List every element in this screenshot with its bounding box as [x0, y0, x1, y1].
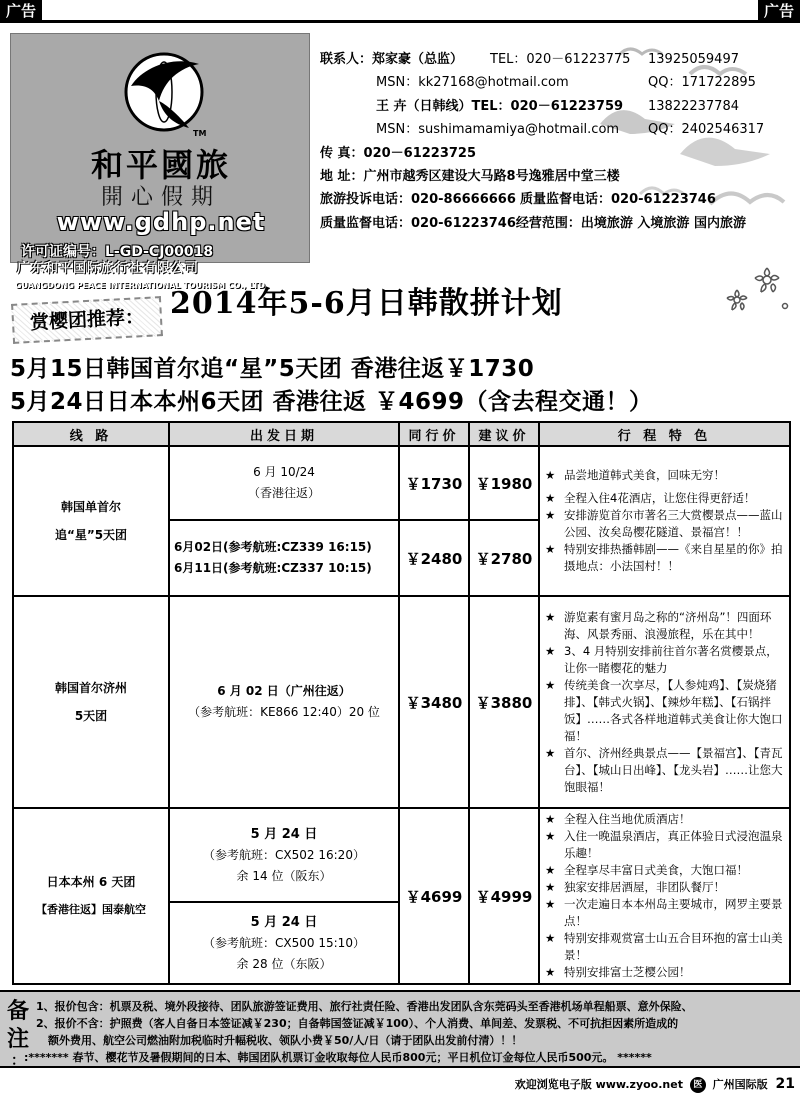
date-line: 6月11日(参考航班:CZ337 10:15) [174, 561, 372, 575]
date-line: 余 14 位（阪东） [236, 868, 332, 883]
date-cell [169, 596, 399, 808]
date-line: （香港往返） [247, 486, 320, 500]
headline-korea: 5月15日韩国首尔追“星”5天团 香港往返￥1730 [10, 356, 535, 382]
ad-tag-left: 广告 [0, 0, 42, 22]
publication-logo-icon: 医 [690, 1077, 706, 1093]
feature-item: ★ 3、4 月特别安排前往首尔著名赏樱景点，让你一睹樱花的魅力 [545, 643, 778, 675]
suggested-price-cell: ￥4999 [469, 808, 539, 984]
page-number: 21 [775, 1076, 795, 1092]
contact-row-3 [320, 95, 795, 118]
contact-row-4 [320, 118, 795, 141]
contact-row-complaint [320, 188, 795, 211]
star-icon: ★ [545, 965, 556, 979]
feature-item: ★ 全程入住当地优质酒店！ [545, 812, 691, 826]
date-line: 5 月 24 日 [250, 826, 318, 842]
features-cell [539, 446, 790, 596]
contact-mobile-2: 13822237784 [648, 98, 739, 114]
date-line: 余 28 位（东阪） [236, 956, 332, 971]
route-line: 5天团 [74, 709, 108, 723]
header-date: 出发日期 [169, 422, 399, 446]
features-cell [539, 596, 790, 808]
feature-item: ★ 安排游览首尔市著名三大赏樱景点——蓝山公园、汝矣岛樱花隧道、景福宫！！ [545, 508, 783, 539]
peer-price-cell: ￥4699 [399, 808, 469, 984]
star-icon: ★ [545, 863, 556, 877]
header-features: 行 程 特 色 [539, 422, 790, 446]
date-line: （参考航班：CX502 16:20） [203, 847, 365, 862]
trademark-mark: TM [193, 129, 207, 138]
company-logo-block [10, 33, 310, 290]
headline-japan: 5月24日日本本州6天团 香港往返 ￥4699（含去程交通！） [10, 389, 653, 415]
feature-item: ★ 首尔、济州经典景点——【景福宫】、【青瓦台】、【城山日出峰】、【龙头岩】……让您大饱眼福！ [545, 745, 783, 794]
date-cell [169, 902, 399, 984]
date-line: 6 月 10/24 [253, 465, 315, 479]
top-divider [0, 20, 800, 23]
contact-person-2: 王 卉（日韩线）TEL：020－61223759 [376, 98, 624, 114]
contact-qq: QQ：171722895 [648, 75, 756, 91]
header-route: 线 路 [13, 422, 169, 446]
star-icon: ★ [545, 508, 556, 522]
feature-item: ★ 特别安排富士芝樱公园！ [545, 965, 691, 979]
star-icon: ★ [545, 643, 556, 658]
date-line: （参考航班：KE866 12:40）20 位 [188, 705, 380, 719]
logo-website[interactable]: www.gdhp.net [56, 208, 266, 236]
address: 地 址：广州市越秀区建设大马路8号逸雅居中堂三楼 [320, 168, 620, 184]
note-line: 额外费用、航空公司燃油附加税临时升幅税收、领队小费￥50/人/日（请于团队出发前付清）！！ [48, 1034, 523, 1047]
notes-label-char: 注 [6, 1027, 29, 1052]
star-icon: ★ [545, 829, 556, 843]
notes-label-char: 备 [6, 999, 29, 1024]
company-name: 广东和平国际旅行社有限公司 [17, 261, 200, 276]
itinerary-table [12, 421, 791, 985]
star-icon: ★ [545, 609, 556, 624]
route-line: 韩国首尔济州 [54, 681, 127, 695]
peer-price-cell: ￥3480 [399, 596, 469, 808]
quality-phone: 质量监督电话：020-61223746 [520, 192, 716, 208]
route-line: 【香港往返】国泰航空 [36, 903, 146, 916]
contact-tel: TEL：020－61223775 [490, 52, 631, 67]
feature-item: ★ 特别安排热播韩剧——《来自星星的你》拍摄地点：小法国村！！ [545, 542, 783, 573]
contact-row-fax [320, 142, 795, 165]
table-row [13, 808, 790, 902]
contact-person: 联系人：郑家豪（总监） [320, 52, 464, 67]
table-row [13, 446, 790, 520]
complaint-phone: 旅游投诉电话：020-86666666 [320, 192, 516, 208]
route-cell [13, 808, 169, 984]
license-number: 许可证编号：L-GD-CJ00018 [21, 244, 214, 260]
suggested-price-cell: ￥1980 [469, 446, 539, 520]
table-header-row [13, 422, 790, 446]
feature-item: ★ 入住一晚温泉酒店，真正体验日式浸泡温泉乐趣！ [545, 829, 783, 860]
note-line: 2、报价不含：护照费（客人自备日本签证减￥230；自备韩国签证减￥100）、个人消费、单间差、发票税、不可抗拒因素所造成的 [36, 1017, 679, 1030]
contact-msn-2: MSN：sushimamamiya@hotmail.com [376, 122, 620, 138]
star-icon: ★ [545, 468, 556, 482]
route-line: 韩国单首尔 [60, 500, 121, 514]
feature-item: ★ 特别安排观赏富士山五合目环抱的富士山美景！ [545, 931, 783, 962]
star-icon: ★ [545, 542, 556, 556]
feature-item: ★ 全程享尽丰富日式美食，大饱口福！ [545, 863, 748, 877]
date-line: （参考航班：CX500 15:10） [203, 935, 365, 950]
footer-site[interactable]: 欢迎浏览电子版 www.zyoo.net [514, 1078, 683, 1091]
logo-slogan: 開心假期 [100, 185, 221, 210]
ad-tag-right: 广告 [758, 0, 800, 22]
header-suggested-price: 建议价 [469, 422, 539, 446]
route-line: 日本本州 6 天团 [46, 875, 136, 889]
features-cell [539, 808, 790, 984]
contact-row-2 [320, 71, 795, 94]
star-icon: ★ [545, 491, 556, 505]
note-line: :******* 春节、樱花节及暑假期间的日本、韩国团队机票订金收取每位人民币800元；平日机位订金每位人民币500元。 ****** [24, 1051, 652, 1064]
page-title: 2014年5-6月日韩散拼计划 [170, 286, 563, 321]
contact-qq-2: QQ：2402546317 [648, 122, 765, 138]
star-icon: ★ [545, 812, 556, 826]
feature-item: ★ 全程入住4花酒店，让您住得更舒适！ [545, 491, 756, 505]
date-line: 5 月 24 日 [250, 914, 318, 930]
note-line: 1、报价包含：机票及税、境外段接待、团队旅游签证费用、旅行社责任险、香港出发团队含东莞码头至香港机场单程船票、意外保险、 [36, 1000, 693, 1013]
star-icon: ★ [545, 897, 556, 911]
contact-row-address [320, 165, 795, 188]
date-line: 6 月 02 日（广州往返） [217, 684, 351, 698]
route-cell [13, 596, 169, 808]
route-cell [13, 446, 169, 596]
contact-mobile: 13925059497 [648, 52, 739, 67]
notes-block [0, 990, 800, 1068]
star-icon: ★ [545, 745, 556, 760]
date-line: 6月02日(参考航班:CZ339 16:15) [174, 540, 372, 554]
contact-msn: MSN：kk27168@hotmail.com [376, 75, 569, 91]
logo-name: 和平國旅 [90, 146, 231, 184]
feature-item: ★ 品尝地道韩式美食，回味无穷！ [545, 468, 725, 482]
feature-item: ★ 独家安排居酒屋，非团队餐厅！ [545, 880, 725, 894]
route-line: 追“星”5天团 [54, 528, 128, 542]
fax: 传 真：020－61223725 [320, 145, 477, 161]
suggested-price-cell: ￥3880 [469, 596, 539, 808]
feature-item: ★ 游览素有蜜月岛之称的“济州岛”！四面环海、风景秀丽、浪漫旅程，乐在其中！ [545, 609, 772, 641]
contact-info [320, 48, 795, 235]
peer-price-cell: ￥1730 [399, 446, 469, 520]
notes-label-char: ： [11, 1053, 25, 1069]
page-footer [460, 1076, 795, 1093]
peace-dove-globe-icon [119, 46, 209, 138]
company-name-en: GUANGDONG PEACE INTERNATIONAL TOURISM CO., LTD [15, 281, 266, 290]
date-cell [169, 520, 399, 596]
star-icon: ★ [545, 880, 556, 894]
suggested-price-cell: ￥2780 [469, 520, 539, 596]
star-icon: ★ [545, 931, 556, 945]
table-row [13, 596, 790, 808]
business-scope: 质量监督电话：020-61223746经营范围：出境旅游 入境旅游 国内旅游 [320, 215, 746, 231]
footer-edition: 广州国际版 [712, 1078, 768, 1091]
date-cell [169, 446, 399, 520]
feature-item: ★ 传统美食一次享尽，【人参炖鸡】、【炭烧猪排】、【韩式火锅】、【辣炒年糕】、【石锅拌饭】……各式各样地道韩式美食让你大饱口福！ [545, 677, 783, 743]
date-cell [169, 808, 399, 902]
recommend-badge: 赏樱团推荐： [11, 296, 163, 344]
contact-row-scope [320, 212, 795, 235]
header-peer-price: 同行价 [399, 422, 469, 446]
star-icon: ★ [545, 677, 556, 692]
contact-row-1 [320, 48, 795, 71]
feature-item: ★ 一次走遍日本本州岛主要城市，网罗主要景点！ [545, 897, 783, 928]
peer-price-cell: ￥2480 [399, 520, 469, 596]
